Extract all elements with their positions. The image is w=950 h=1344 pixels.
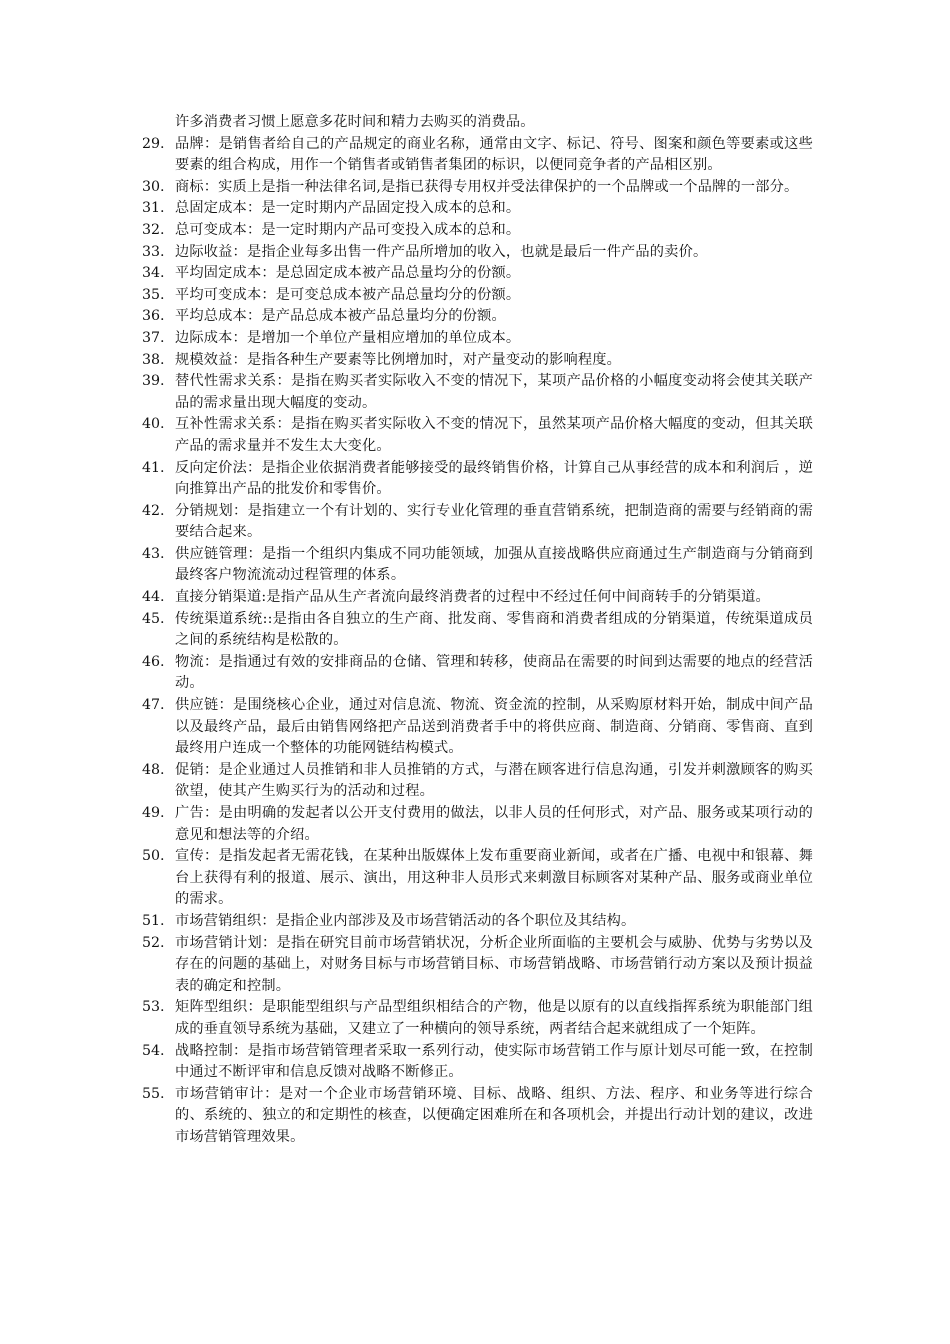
item-text: 市场营销计划：是指在研究目前市场营销状况，分析企业所面临的主要机会与威胁、优势与劣势以及存在的问题的基础上，对财务目标与市场营销目标、市场营销战略、市场营销行动方案以及预计损益表的确定和控制。 <box>175 934 813 994</box>
definition-item <box>142 328 817 350</box>
item-text: 互补性需求关系：是指在购买者实际收入不变的情况下，虽然某项产品价格大幅度的变动，但其关联产品的需求量并不发生太大变化。 <box>175 416 813 454</box>
definition-item <box>142 997 817 1040</box>
definition-item <box>142 198 817 220</box>
item-text: 品牌：是销售者给自己的产品规定的商业名称，通常由文字、标记、符号、图案和颜色等要素或这些要素的组合构成，用作一个销售者或销售者集团的标识，以便同竞争者的产品相区别。 <box>175 135 813 174</box>
definition-item <box>142 544 817 587</box>
definition-list <box>0 134 950 1149</box>
item-text: 平均固定成本：是总固定成本被产品总量均分的份额。 <box>175 265 521 282</box>
item-number: 35. <box>142 286 165 303</box>
item-number: 31. <box>142 200 165 217</box>
item-text: 替代性需求关系：是指在购买者实际收入不变的情况下，某项产品价格的小幅度变动将会使其关联产品的需求量出现大幅度的变动。 <box>175 373 813 411</box>
definition-item <box>142 242 817 264</box>
definition-item <box>142 306 817 328</box>
definition-item <box>142 1041 817 1084</box>
document-page <box>0 112 950 1149</box>
definition-item <box>142 933 817 998</box>
item-number: 40. <box>142 416 165 433</box>
definition-item <box>142 803 817 846</box>
item-number: 30. <box>142 178 165 195</box>
definition-item <box>142 760 817 803</box>
item-number: 48. <box>142 761 165 778</box>
definition-item <box>142 285 817 307</box>
item-number: 47. <box>142 697 165 714</box>
item-number: 49. <box>142 805 165 821</box>
item-number: 39. <box>142 373 165 390</box>
item-number: 50. <box>142 848 165 865</box>
definition-item <box>142 220 817 242</box>
definition-item <box>142 414 817 457</box>
item-number: 55. <box>142 1085 165 1102</box>
item-number: 52. <box>142 934 165 951</box>
definition-item <box>142 1084 817 1149</box>
definition-item <box>142 134 817 177</box>
item-text: 直接分销渠道:是指产品从生产者流向最终消费者的过程中不经过任何中间商转手的分销渠道。 <box>175 589 770 606</box>
item-text: 总固定成本：是一定时期内产品固定投入成本的总和。 <box>175 200 521 217</box>
item-text: 供应链管理：是指一个组织内集成不同功能领域，加强从直接战略供应商通过生产制造商与分销商到最终客户物流流动过程管理的体系。 <box>175 545 813 584</box>
item-text: 物流：是指通过有效的安排商品的仓储、管理和转移，使商品在需要的时间到达需要的地点的经营活动。 <box>175 653 813 692</box>
item-number: 45. <box>142 610 165 627</box>
item-number: 54. <box>142 1042 165 1059</box>
definition-item <box>142 652 817 695</box>
item-number: 37. <box>142 329 165 346</box>
item-text: 战略控制：是指市场营销管理者采取一系列行动，使实际市场营销工作与原计划尽可能一致，在控制中通过不断评审和信息反馈对战略不断修正。 <box>175 1042 813 1081</box>
item-number: 42. <box>142 502 165 519</box>
definition-item <box>142 695 817 760</box>
item-text: 市场营销审计：是对一个企业市场营销环境、目标、战略、组织、方法、程序、和业务等进行综合的、系统的、独立的和定期性的核查，以便确定困难所在和各项机会，并提出行动计划的建议，改进市场营销管理效果。 <box>175 1085 813 1145</box>
definition-item <box>142 501 817 544</box>
definition-item <box>142 609 817 652</box>
item-number: 43. <box>142 545 165 562</box>
definition-item <box>142 911 817 933</box>
item-text: 反向定价法：是指企业依据消费者能够接受的最终销售价格，计算自己从事经营的成本和利润后 ，逆向推算出产品的批发价和零售价。 <box>175 459 813 498</box>
item-number: 41. <box>142 459 165 476</box>
item-number: 34. <box>142 265 165 282</box>
item-text: 促销：是企业通过人员推销和非人员推销的方式，与潜在顾客进行信息沟通，引发并刺激顾客的购买欲望，使其产生购买行为的活动和过程。 <box>175 761 813 800</box>
item-number: 32. <box>142 221 165 238</box>
item-text: 总可变成本：是一定时期内产品可变投入成本的总和。 <box>175 221 521 238</box>
item-text: 市场营销组织：是指企业内部涉及及市场营销活动的各个职位及其结构。 <box>175 912 636 929</box>
item-text: 广告：是由明确的发起者以公开支付费用的做法，以非人员的任何形式，对产品、服务或某项行动的意见和想法等的介绍。 <box>175 805 813 843</box>
item-number: 29. <box>142 135 165 152</box>
item-text: 平均可变成本：是可变总成本被产品总量均分的份额。 <box>175 286 521 303</box>
item-number: 51. <box>142 912 165 929</box>
item-text: 规模效益：是指各种生产要素等比例增加时，对产量变动的影响程度。 <box>175 351 622 368</box>
item-number: 33. <box>142 243 165 260</box>
definition-item <box>142 846 817 911</box>
item-text: 商标：实质上是指一种法律名词,是指已获得专用权并受法律保护的一个品牌或一个品牌的一部分。 <box>175 178 799 195</box>
item-text: 平均总成本：是产品总成本被产品总量均分的份额。 <box>175 308 506 325</box>
item-number: 53. <box>142 999 165 1016</box>
item-text: 宣传：是指发起者无需花钱，在某种出版媒体上发布重要商业新闻，或者在广播、电视中和银幕、舞台上获得有利的报道、展示、演出，用这种非人员形式来刺激目标顾客对某种产品、服务或商业单位的需求。 <box>175 848 813 908</box>
definition-item <box>142 587 817 609</box>
definition-item <box>142 263 817 285</box>
item-text: 边际成本：是增加一个单位产量相应增加的单位成本。 <box>175 329 521 346</box>
item-number: 36. <box>142 308 165 325</box>
definition-item <box>142 458 817 501</box>
definition-item <box>142 177 817 199</box>
item-number: 46. <box>142 653 165 670</box>
item-text: 矩阵型组织：是职能型组织与产品型组织相结合的产物，他是以原有的以直线指挥系统为职能部门组成的垂直领导系统为基础，又建立了一种横向的领导系统，两者结合起来就组成了一个矩阵。 <box>175 999 813 1037</box>
continuation-line: 许多消费者习惯上愿意多花时间和精力去购买的消费品。 <box>175 114 535 130</box>
item-text: 边际收益：是指企业每多出售一件产品所增加的收入，也就是最后一件产品的卖价。 <box>175 243 708 260</box>
item-text: 传统渠道系统::是指由各自独立的生产商、批发商、零售商和消费者组成的分销渠道，传统渠道成员之间的系统结构是松散的。 <box>175 610 813 649</box>
item-number: 44. <box>142 589 165 606</box>
item-text: 供应链：是围绕核心企业，通过对信息流、物流、资金流的控制，从采购原材料开始，制成中间产品以及最终产品，最后由销售网络把产品送到消费者手中的将供应商、制造商、分销商、零售商、直到最终用户连成一个整体的功能网链结构模式。 <box>175 697 813 757</box>
definition-item <box>142 371 817 414</box>
item-number: 38. <box>142 351 165 368</box>
item-text: 分销规划：是指建立一个有计划的、实行专业化管理的垂直营销系统，把制造商的需要与经销商的需要结合起来。 <box>175 502 813 541</box>
definition-item <box>142 350 817 372</box>
